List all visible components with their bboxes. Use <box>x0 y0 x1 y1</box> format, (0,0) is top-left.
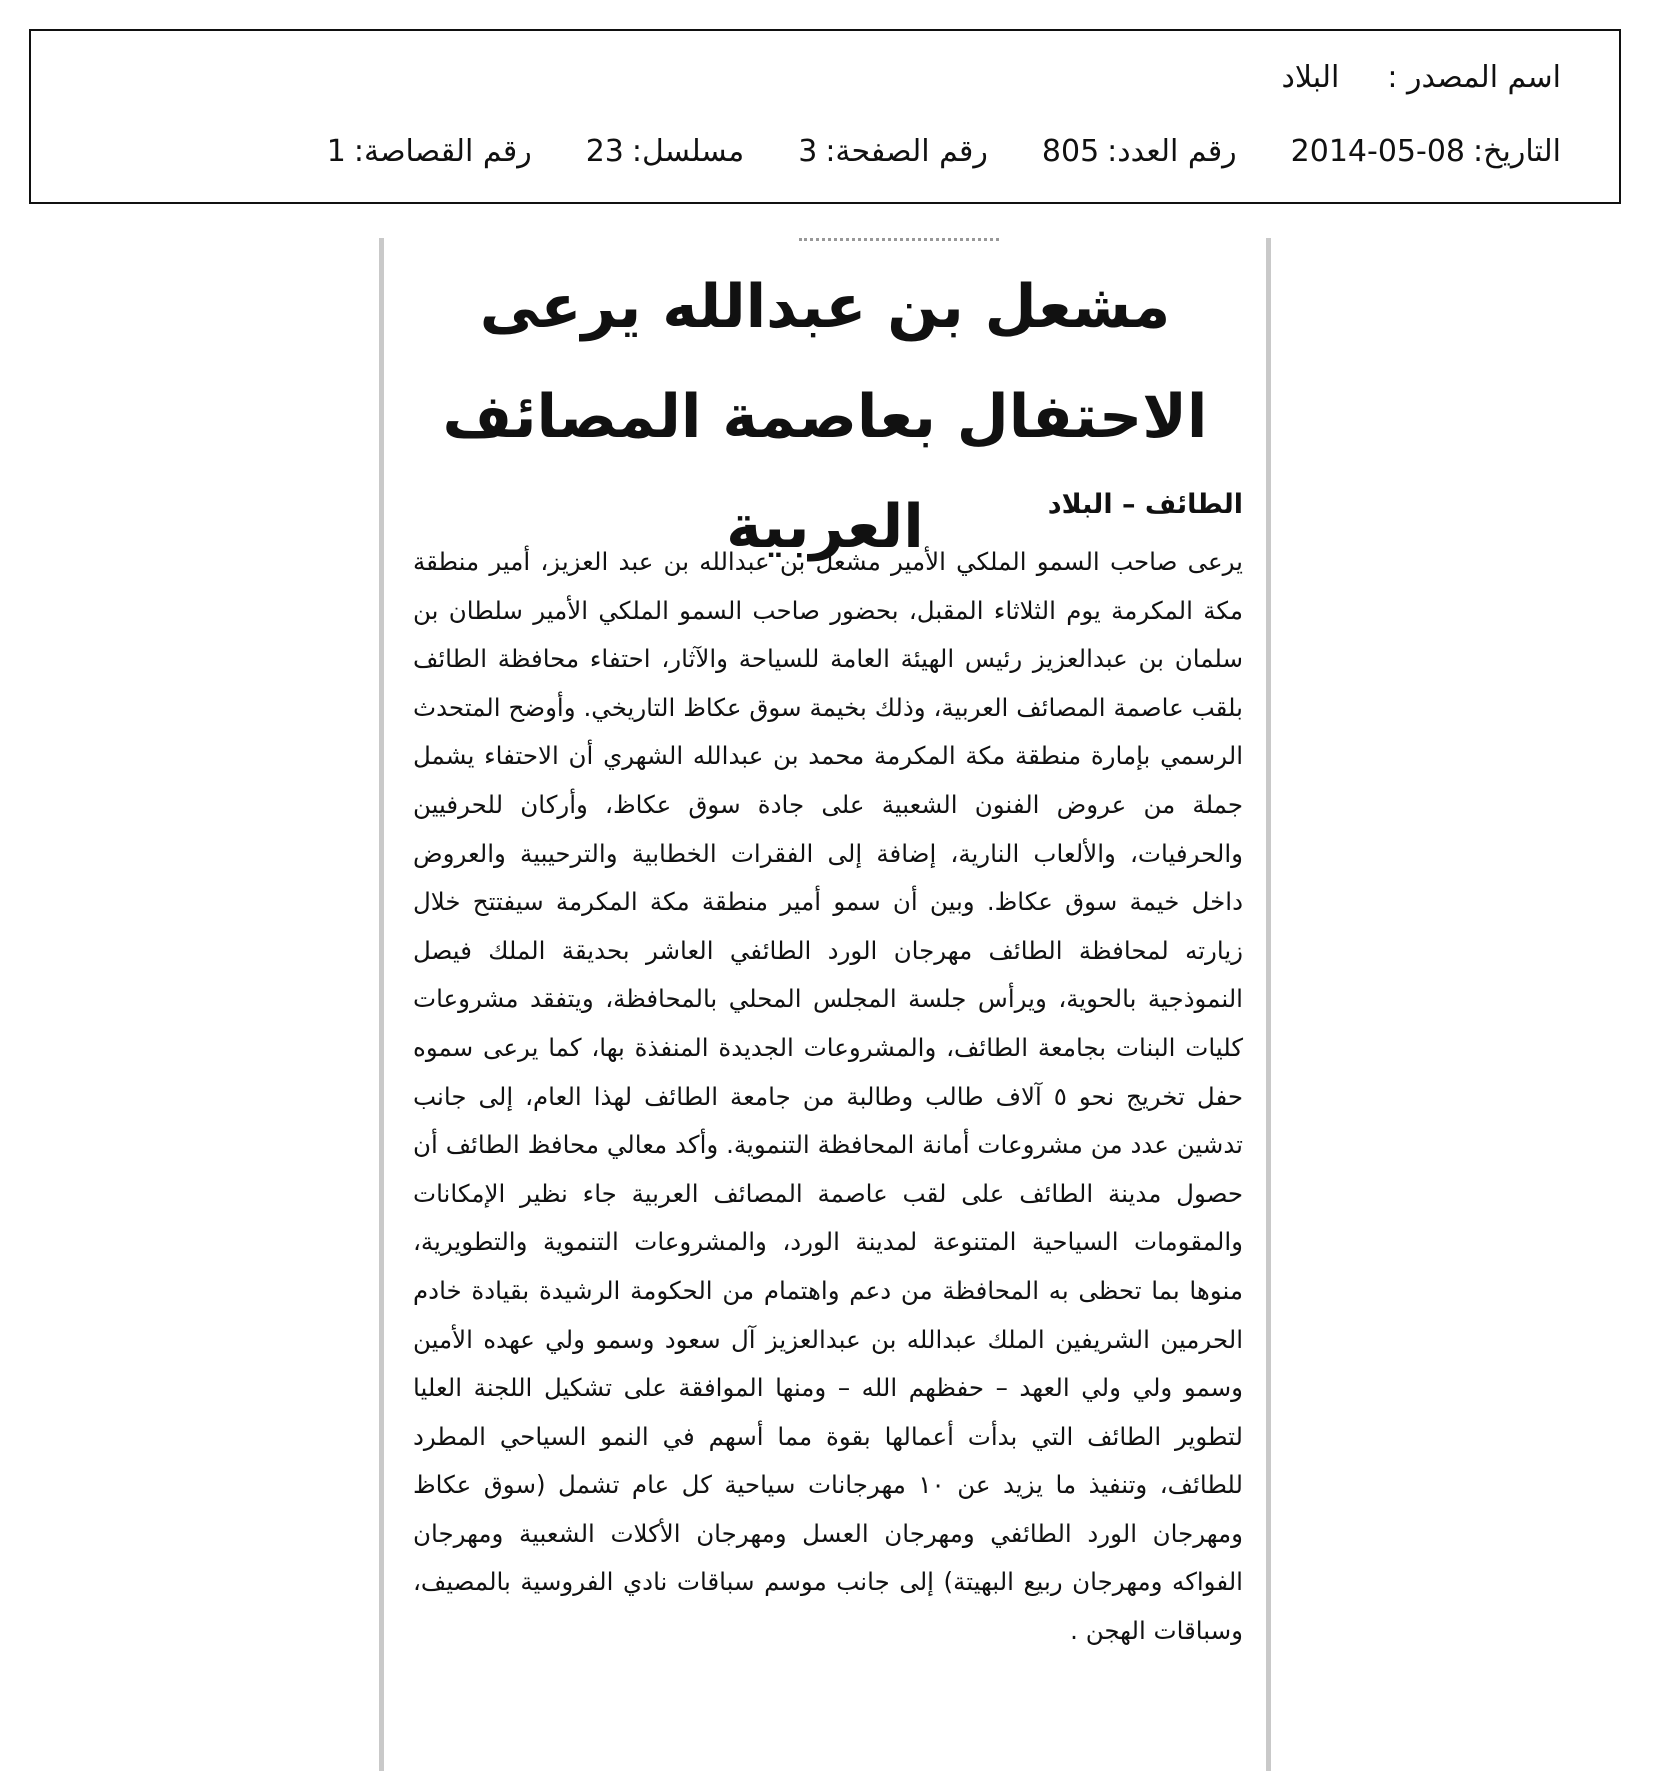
article-body: يرعى صاحب السمو الملكي الأمير مشعل بن عبدالله بن عبد العزيز، أمير منطقة مكة المكرمة يوم الثلاثاء المقبل، بحضور صاحب السمو الملكي الأمير سلطان بن سلمان بن عبدالعزيز رئيس الهيئة العامة للسياحة والآثار، احتفاء محافظة الطائف بلقب عاصمة المصائف العربية، وذلك بخيمة سوق عكاظ التاريخي. وأوضح المتحدث الرسمي بإمارة منطقة مكة المكرمة محمد بن عبدالله الشهري أن الاحتفاء يشمل جملة من عروض الفنون الشعبية على جادة سوق عكاظ، وأركان للحرفيين والحرفيات، والألعاب النارية، إضافة إلى الفقرات الخطابية والترحيبية والعروض داخل خيمة سوق عكاظ. وبين أن سمو أمير منطقة مكة المكرمة سيفتتح خلال زيارته لمحافظة الطائف مهرجان الورد الطائفي العاشر بحديقة الملك فيصل النموذجية بالحوية، ويرأس جلسة المجلس المحلي بالمحافظة، ويتفقد مشروعات كليات البنات بجامعة الطائف، والمشروعات الجديدة المنفذة بها، كما يرعى سموه حفل تخريج نحو ٥ آلاف طالب وطالبة من جامعة الطائف لهذا العام، إلى جانب تدشين عدد من مشروعات أمانة المحافظة التنموية. وأكد معالي محافظ الطائف أن حصول مدينة الطائف على لقب عاصمة المصائف العربية جاء نظير الإمكانات والمقومات السياحية المتنوعة لمدينة الورد، والمشروعات التنموية والتطويرية، منوها بما تحظى به المحافظة من دعم واهتمام من الحكومة الرشيدة بقيادة خادم الحرمين الشريفين الملك عبدالله بن عبدالعزيز آل سعود وسمو ولي عهده الأمين وسمو ولي ولي العهد – حفظهم الله – ومنها الموافقة على تشكيل اللجنة العليا لتطوير الطائف التي بدأت أعمالها بقوة مما أسهم في النمو السياحي المطرد للطائف، وتنفيذ ما يزيد عن ١٠ مهرجانات سياحية كل عام تشمل (سوق عكاظ ومهرجان الورد الطائفي ومهرجان العسل ومهرجان الأكلات الشعبية ومهرجان الفواكه ومهرجان ربيع البهيتة) إلى جانب موسم سباقات نادي الفروسية بالمصيف، وسباقات الهجن . <box>413 547 1243 1646</box>
clip-number-field <box>327 134 532 169</box>
issue-value: 805 <box>1041 133 1100 169</box>
issue-label: رقم العدد: <box>1107 133 1237 169</box>
column-rule-left <box>379 238 384 1771</box>
date-label: التاريخ: <box>1473 133 1561 169</box>
article-dateline: الطائف – البلاد <box>1047 489 1243 520</box>
article-headline: مشعل بن عبدالله يرعى الاحتفال بعاصمة المصائف العربية <box>442 272 1208 562</box>
page-value: 3 <box>798 133 818 169</box>
cropped-previous-text <box>799 238 999 241</box>
clipping-metadata-box <box>29 29 1621 204</box>
source-row <box>1282 55 1561 99</box>
serial-value: 23 <box>585 133 624 169</box>
details-row <box>327 129 1561 173</box>
date-field <box>1291 134 1561 169</box>
issue-field <box>1042 134 1237 169</box>
source-label: اسم المصدر : <box>1387 59 1561 95</box>
source-value: البلاد <box>1281 59 1340 95</box>
newspaper-clipping <box>379 238 1271 1771</box>
clip-number-value: 1 <box>326 133 346 169</box>
column-rule-right <box>1266 238 1271 1771</box>
page-field <box>798 134 988 169</box>
serial-field <box>586 134 745 169</box>
page-label: رقم الصفحة: <box>825 133 988 169</box>
date-value: 2014-05-08 <box>1290 133 1466 169</box>
clip-number-label: رقم القصاصة: <box>353 133 532 169</box>
serial-label: مسلسل: <box>631 133 745 169</box>
